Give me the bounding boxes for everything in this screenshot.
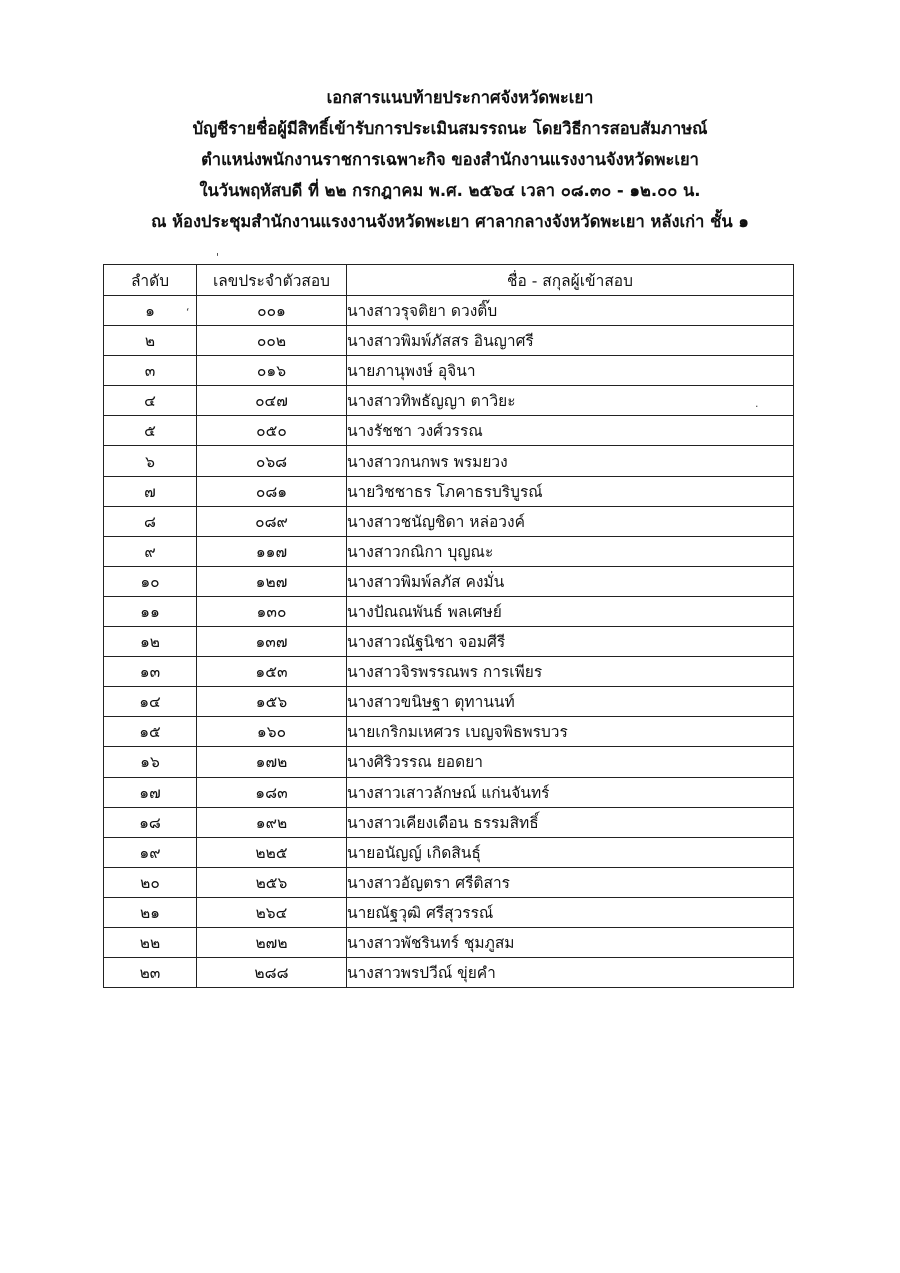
row-order: ๒: [104, 326, 197, 356]
row-order: ๑๖: [104, 747, 197, 777]
row-order: ๑: [104, 296, 197, 326]
row-order: ๕: [104, 416, 197, 446]
table-row: [104, 958, 794, 988]
row-order: ๑๐: [104, 566, 197, 596]
row-exam-id: ๐๖๘: [197, 446, 347, 476]
row-exam-id: ๑๖๐: [197, 717, 347, 747]
row-order: ๒๓: [104, 958, 197, 988]
row-order: ๑๓: [104, 657, 197, 687]
table-row: [104, 296, 794, 326]
row-exam-id: ๐๔๗: [197, 386, 347, 416]
row-candidate-name: นางสาวเคียงเดือน ธรรมสิทธิ์: [347, 807, 794, 837]
document-title: เอกสารแนบท้ายประกาศจังหวัดพะเยา: [326, 88, 594, 107]
venue-line: ณ ห้องประชุมสำนักงานแรงงานจังหวัดพะเยา ศาลากลางจังหวัดพะเยา หลังเก่า ชั้น ๑: [151, 212, 749, 231]
row-candidate-name: นางสาวรุจติยา ดวงติ๊บ: [347, 296, 794, 326]
row-exam-id: ๑๕๓: [197, 657, 347, 687]
column-header-order: ลำดับ: [104, 265, 197, 296]
row-order: ๒๑: [104, 897, 197, 927]
row-order: ๓: [104, 356, 197, 386]
table-row: [104, 446, 794, 476]
row-exam-id: ๑๕๖: [197, 687, 347, 717]
row-exam-id: ๑๓๗: [197, 627, 347, 657]
row-candidate-name: นางสาวเสาวลักษณ์ แก่นจันทร์: [347, 777, 794, 807]
table-row: [104, 627, 794, 657]
table-body: [104, 296, 794, 988]
row-candidate-name: นายเกริกมเหศวร เบญจพิธพรบวร: [347, 717, 794, 747]
table-row: [104, 777, 794, 807]
row-candidate-name: นายณัฐวุฒิ ศรีสุวรรณ์: [347, 897, 794, 927]
row-exam-id: ๐๐๒: [197, 326, 347, 356]
row-order: ๑๘: [104, 807, 197, 837]
row-candidate-name: นางสาวจิรพรรณพร การเพียร: [347, 657, 794, 687]
table-row: [104, 657, 794, 687]
row-order: ๑๕: [104, 717, 197, 747]
row-candidate-name: นางสาวทิพธัญญา ตาวิยะ: [347, 386, 794, 416]
row-exam-id: ๐๘๑: [197, 476, 347, 506]
row-exam-id: ๒๖๔: [197, 897, 347, 927]
table-row: [104, 747, 794, 777]
row-exam-id: ๒๒๕: [197, 837, 347, 867]
row-order: ๒๒: [104, 927, 197, 957]
row-order: ๑๔: [104, 687, 197, 717]
row-exam-id: ๑๘๓: [197, 777, 347, 807]
table-row: [104, 506, 794, 536]
table-row: [104, 536, 794, 566]
table-row: [104, 867, 794, 897]
column-header-name: ชื่อ - สกุลผู้เข้าสอบ: [347, 265, 794, 296]
table-row: [104, 837, 794, 867]
table-row: [104, 356, 794, 386]
row-order: ๑๒: [104, 627, 197, 657]
row-candidate-name: นางสาวชนัญชิดา หล่อวงค์: [347, 506, 794, 536]
row-candidate-name: นางสาวณัฐนิชา จอมศีรี: [347, 627, 794, 657]
position-line: ตำแหน่งพนักงานราชการเฉพาะกิจ ของสำนักงานแรงงานจังหวัดพะเยา: [201, 150, 699, 169]
row-order: ๙: [104, 536, 197, 566]
table-row: [104, 717, 794, 747]
row-order: ๒๐: [104, 867, 197, 897]
row-candidate-name: นางรัชชา วงศ์วรรณ: [347, 416, 794, 446]
row-order: ๑๗: [104, 777, 197, 807]
row-order: ๖: [104, 446, 197, 476]
row-candidate-name: นางสาวพัชรินทร์ ชุมภูสม: [347, 927, 794, 957]
row-candidate-name: นางสาวกนกพร พรมยวง: [347, 446, 794, 476]
scan-speck: ': [216, 251, 220, 264]
table-row: [104, 326, 794, 356]
table-row: [104, 927, 794, 957]
scan-speck: ‘: [186, 306, 190, 319]
row-order: ๗: [104, 476, 197, 506]
candidate-table: [103, 264, 794, 988]
row-exam-id: ๒๕๖: [197, 867, 347, 897]
table-row: [104, 386, 794, 416]
row-candidate-name: นางสาวอัญตรา ศรีติสาร: [347, 867, 794, 897]
row-exam-id: ๒๗๒: [197, 927, 347, 957]
row-candidate-name: นางปัณณพันธ์ พลเศษย์: [347, 596, 794, 626]
row-order: ๘: [104, 506, 197, 536]
row-candidate-name: นางศิริวรรณ ยอดยา: [347, 747, 794, 777]
row-exam-id: ๑๒๗: [197, 566, 347, 596]
document-header: [0, 82, 900, 237]
row-candidate-name: นางสาวพรปวีณ์ ขุ่ยคำ: [347, 958, 794, 988]
row-exam-id: ๑๓๐: [197, 596, 347, 626]
column-header-exam-id: เลขประจำตัวสอบ: [197, 265, 347, 296]
date-time-line: ในวันพฤหัสบดี ที่ ๒๒ กรกฎาคม พ.ศ. ๒๕๖๔ เวลา ๐๘.๓๐ - ๑๒.๐๐ น.: [199, 181, 701, 200]
row-order: ๔: [104, 386, 197, 416]
table-row: [104, 476, 794, 506]
row-order: ๑๙: [104, 837, 197, 867]
row-exam-id: ๐๕๐: [197, 416, 347, 446]
row-order: ๑๑: [104, 596, 197, 626]
table-header-row: [104, 265, 794, 296]
row-candidate-name: นางสาวพิมพ์ภัสสร อินญาศรี: [347, 326, 794, 356]
row-candidate-name: นายภานุพงษ์ อุจินา: [347, 356, 794, 386]
row-exam-id: ๑๙๒: [197, 807, 347, 837]
row-candidate-name: นางสาวกณิกา บุญณะ: [347, 536, 794, 566]
row-candidate-name: นางสาวขนิษฐา ตุทานนท์: [347, 687, 794, 717]
row-candidate-name: นางสาวพิมพ์ลภัส คงมั่น: [347, 566, 794, 596]
row-candidate-name: นายอนัญญ์ เกิดสินธุ์: [347, 837, 794, 867]
table-row: [104, 416, 794, 446]
table-row: [104, 596, 794, 626]
table-row: [104, 897, 794, 927]
table-row: [104, 807, 794, 837]
row-exam-id: ๑๗๒: [197, 747, 347, 777]
row-exam-id: ๐๑๖: [197, 356, 347, 386]
table-row: [104, 687, 794, 717]
table-row: [104, 566, 794, 596]
document-subtitle: บัญชีรายชื่อผู้มีสิทธิ์เข้ารับการประเมินสมรรถนะ โดยวิธีการสอบสัมภาษณ์: [192, 119, 708, 138]
scan-speck: ·: [755, 400, 759, 413]
row-exam-id: ๑๑๗: [197, 536, 347, 566]
row-exam-id: ๒๘๘: [197, 958, 347, 988]
row-exam-id: ๐๐๑: [197, 296, 347, 326]
row-candidate-name: นายวิชชาธร โภคาธรบริบูรณ์: [347, 476, 794, 506]
row-exam-id: ๐๘๙: [197, 506, 347, 536]
